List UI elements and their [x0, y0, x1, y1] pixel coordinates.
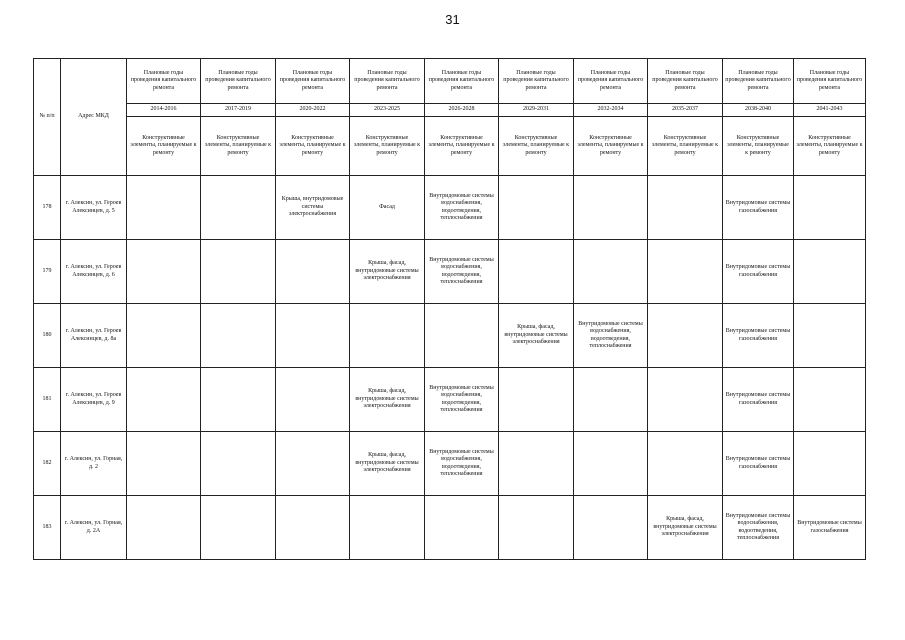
- table-row: [34, 496, 866, 560]
- repair-cell: Внутридомовые системы газоснабжения: [723, 368, 794, 432]
- period-subheading: Конструктивные элементы, планируемые к ремонту: [425, 117, 499, 176]
- table-row: [34, 432, 866, 496]
- repair-cell: [499, 176, 574, 240]
- period-title: Плановые годы проведения капитального ремонта: [350, 59, 425, 104]
- row-address: г. Алексин, ул. Горная, д. 2: [61, 432, 127, 496]
- capital-repair-table: [33, 58, 866, 560]
- repair-cell: [794, 176, 866, 240]
- period-title: Плановые годы проведения капитального ремонта: [574, 59, 648, 104]
- period-title: Плановые годы проведения капитального ремонта: [794, 59, 866, 104]
- period-years: 2023-2025: [350, 104, 425, 117]
- repair-cell: [648, 240, 723, 304]
- repair-cell: Внутридомовые системы водоснабжения, водоотведения, теплоснабжения: [425, 176, 499, 240]
- period-title: Плановые годы проведения капитального ремонта: [276, 59, 350, 104]
- period-years: 2020-2022: [276, 104, 350, 117]
- page-number: 31: [445, 12, 460, 27]
- table-row: [34, 176, 866, 240]
- period-years: 2038-2040: [723, 104, 794, 117]
- repair-cell: [127, 368, 201, 432]
- repair-cell: Внутридомовые системы водоснабжения, водоотведения, теплоснабжения: [574, 304, 648, 368]
- period-title: Плановые годы проведения капитального ремонта: [723, 59, 794, 104]
- row-address: г. Алексин, ул. Героев Алексинцев, д. 5: [61, 176, 127, 240]
- header-num: № п/п: [34, 59, 61, 176]
- row-address: г. Алексин, ул. Горная, д. 2А: [61, 496, 127, 560]
- period-subheading: Конструктивные элементы, планируемые к ремонту: [201, 117, 276, 176]
- header-title-row: [34, 59, 866, 104]
- repair-cell: [201, 176, 276, 240]
- repair-cell: [276, 496, 350, 560]
- repair-cell: Внутридомовые системы газоснабжения: [723, 240, 794, 304]
- period-subheading: Конструктивные элементы, планируемые к ремонту: [127, 117, 201, 176]
- repair-cell: [499, 432, 574, 496]
- repair-cell: Внутридомовые системы водоснабжения, водоотведения, теплоснабжения: [425, 240, 499, 304]
- repair-cell: [648, 304, 723, 368]
- repair-cell: Крыша, фасад, внутридомовые системы электроснабжения: [350, 240, 425, 304]
- row-address: г. Алексин, ул. Героев Алексинцев, д. 8а: [61, 304, 127, 368]
- period-subheading: Конструктивные элементы, планируемые к ремонту: [723, 117, 794, 176]
- row-number: 180: [34, 304, 61, 368]
- repair-cell: Внутридомовые системы газоснабжения: [723, 176, 794, 240]
- repair-cell: [127, 432, 201, 496]
- repair-cell: Внутридомовые системы водоснабжения, водоотведения, теплоснабжения: [425, 368, 499, 432]
- repair-cell: [648, 432, 723, 496]
- repair-cell: [794, 432, 866, 496]
- period-years: 2029-2031: [499, 104, 574, 117]
- repair-cell: Внутридомовые системы водоснабжения, водоотведения, теплоснабжения: [425, 432, 499, 496]
- table-row: [34, 240, 866, 304]
- repair-cell: [201, 432, 276, 496]
- period-title: Плановые годы проведения капитального ремонта: [201, 59, 276, 104]
- period-title: Плановые годы проведения капитального ремонта: [127, 59, 201, 104]
- row-number: 181: [34, 368, 61, 432]
- row-number: 178: [34, 176, 61, 240]
- period-years: 2014-2016: [127, 104, 201, 117]
- table-body: [34, 176, 866, 560]
- repair-cell: [425, 304, 499, 368]
- repair-cell: [574, 176, 648, 240]
- repair-cell: [425, 496, 499, 560]
- repair-cell: [794, 368, 866, 432]
- period-years: 2032-2034: [574, 104, 648, 117]
- row-number: 182: [34, 432, 61, 496]
- period-years: 2026-2028: [425, 104, 499, 117]
- table-row: [34, 304, 866, 368]
- repair-cell: Крыша, фасад, внутридомовые системы электроснабжения: [350, 368, 425, 432]
- period-subheading: Конструктивные элементы, планируемые к ремонту: [276, 117, 350, 176]
- period-title: Плановые годы проведения капитального ремонта: [648, 59, 723, 104]
- repair-cell: [648, 176, 723, 240]
- repair-cell: [794, 240, 866, 304]
- repair-cell: [574, 240, 648, 304]
- period-title: Плановые годы проведения капитального ремонта: [425, 59, 499, 104]
- repair-cell: [201, 240, 276, 304]
- period-years: 2041-2043: [794, 104, 866, 117]
- row-address: г. Алексин, ул. Героев Алексинцев, д. 9: [61, 368, 127, 432]
- table-row: [34, 368, 866, 432]
- period-subheading: Конструктивные элементы, планируемые к ремонту: [499, 117, 574, 176]
- repair-cell: [127, 496, 201, 560]
- row-number: 183: [34, 496, 61, 560]
- repair-cell: [499, 496, 574, 560]
- repair-cell: [201, 304, 276, 368]
- repair-cell: [276, 432, 350, 496]
- repair-cell: [127, 304, 201, 368]
- header-years-row: [34, 104, 866, 117]
- repair-cell: [127, 176, 201, 240]
- repair-cell: [276, 240, 350, 304]
- repair-cell: [794, 304, 866, 368]
- period-subheading: Конструктивные элементы, планируемые к ремонту: [794, 117, 866, 176]
- header-address: Адрес МКД: [61, 59, 127, 176]
- repair-cell: Внутридомовые системы водоснабжения, водоотведения, теплоснабжения: [723, 496, 794, 560]
- period-subheading: Конструктивные элементы, планируемые к ремонту: [574, 117, 648, 176]
- repair-cell: [648, 368, 723, 432]
- period-subheading: Конструктивные элементы, планируемые к ремонту: [350, 117, 425, 176]
- header-sub-row: [34, 117, 866, 176]
- repair-cell: Крыша, фасад, внутридомовые системы электроснабжения: [350, 432, 425, 496]
- period-years: 2035-2037: [648, 104, 723, 117]
- repair-cell: [276, 368, 350, 432]
- repair-cell: [127, 240, 201, 304]
- repair-cell: [276, 304, 350, 368]
- repair-cell: Крыша, внутридомовые системы электроснабжения: [276, 176, 350, 240]
- repair-cell: [574, 368, 648, 432]
- repair-cell: [499, 368, 574, 432]
- repair-cell: Крыша, фасад, внутридомовые системы электроснабжения: [499, 304, 574, 368]
- repair-cell: Внутридомовые системы газоснабжения: [794, 496, 866, 560]
- repair-cell: [201, 368, 276, 432]
- period-years: 2017-2019: [201, 104, 276, 117]
- repair-cell: [574, 432, 648, 496]
- repair-cell: Внутридомовые системы газоснабжения: [723, 304, 794, 368]
- repair-cell: Внутридомовые системы газоснабжения: [723, 432, 794, 496]
- repair-cell: Фасад: [350, 176, 425, 240]
- repair-cell: [350, 496, 425, 560]
- repair-cell: [350, 304, 425, 368]
- period-subheading: Конструктивные элементы, планируемые к ремонту: [648, 117, 723, 176]
- row-number: 179: [34, 240, 61, 304]
- repair-cell: [201, 496, 276, 560]
- row-address: г. Алексин, ул. Героев Алексинцев, д. 6: [61, 240, 127, 304]
- repair-cell: [574, 496, 648, 560]
- repair-cell: Крыша, фасад, внутридомовые системы электроснабжения: [648, 496, 723, 560]
- repair-cell: [499, 240, 574, 304]
- period-title: Плановые годы проведения капитального ремонта: [499, 59, 574, 104]
